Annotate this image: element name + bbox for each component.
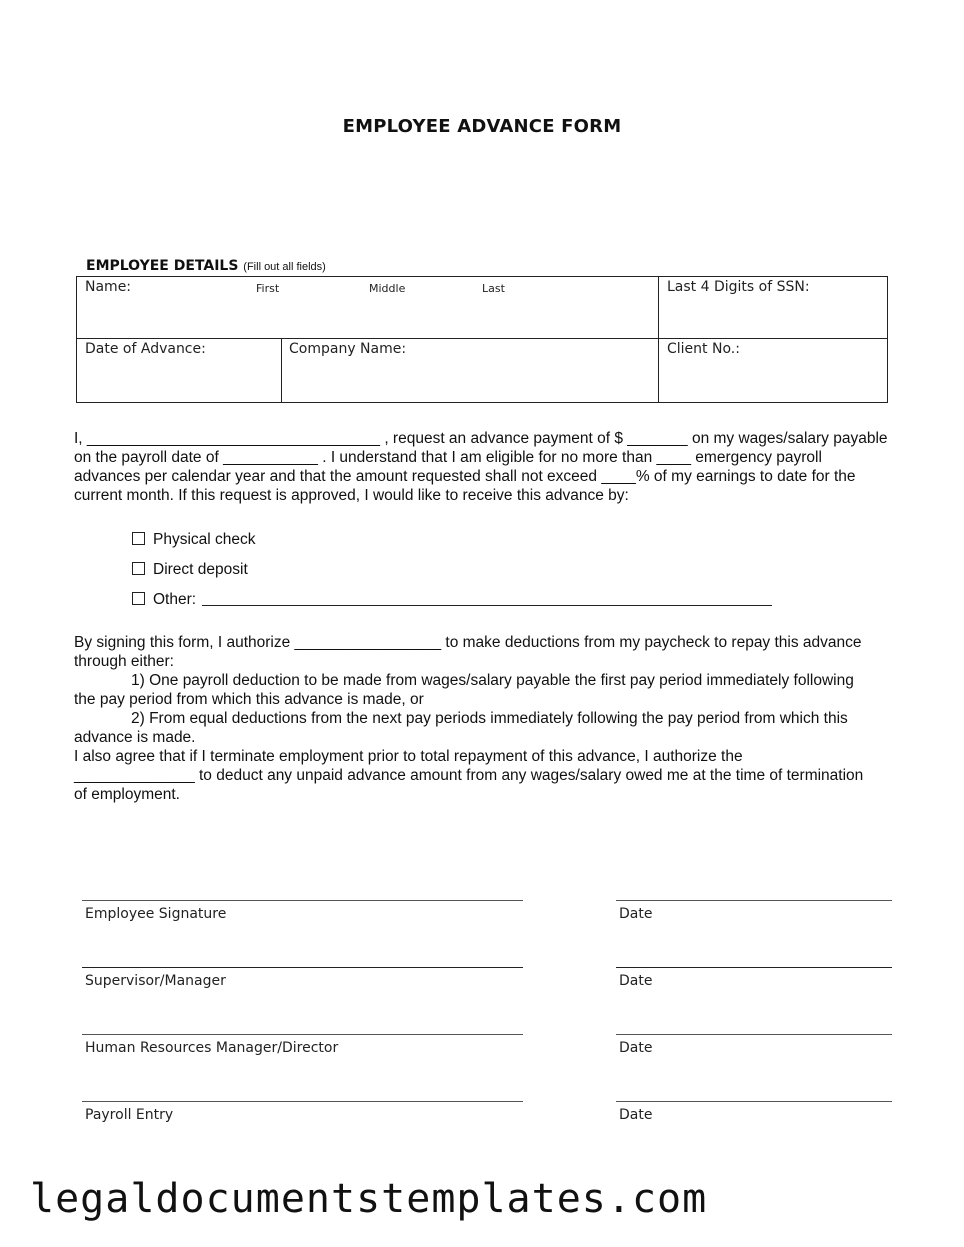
form-title: EMPLOYEE ADVANCE FORM — [342, 116, 622, 137]
site-watermark: legaldocumentstemplates.com — [30, 1176, 708, 1222]
authorization-paragraph — [74, 633, 894, 804]
hr-signature-line[interactable] — [82, 1034, 523, 1035]
hr-date-line[interactable] — [616, 1034, 892, 1035]
last-name-label: Last — [482, 282, 505, 295]
direct-deposit-label: Direct deposit — [153, 561, 248, 578]
auth-line-3: 1) One payroll deduction to be made from wages/salary payable the first pay period immediately following — [131, 672, 854, 689]
employee-signature-label: Employee Signature — [85, 906, 227, 922]
hr-signature-label: Human Resources Manager/Director — [85, 1040, 339, 1056]
col-divider-ssn — [658, 277, 659, 402]
request-line-3: advances per calendar year and that the amount requested shall not exceed ____% of my earnings to date for the — [74, 468, 856, 485]
checkbox-icon[interactable] — [132, 532, 145, 545]
auth-line-5: 2) From equal deductions from the next pay periods immediately following the pay period from which this — [131, 710, 848, 727]
supervisor-signature-label: Supervisor/Manager — [85, 973, 226, 989]
auth-line-8: ______________ to deduct any unpaid advance amount from any wages/salary owed me at the time of termination — [74, 767, 864, 784]
employee-details-title: EMPLOYEE DETAILS — [86, 258, 239, 274]
supervisor-signature-line[interactable] — [82, 967, 523, 968]
first-name-label: First — [256, 282, 280, 295]
option-physical-check[interactable] — [132, 531, 256, 549]
employee-date-label: Date — [619, 906, 653, 922]
auth-line-6: advance is made. — [74, 729, 196, 746]
company-name-label: Company Name: — [289, 341, 407, 357]
option-other[interactable] — [132, 591, 772, 609]
request-line-1: I, __________________________________ , request an advance payment of $ _______ on my wages/salary payable — [74, 430, 888, 447]
physical-check-label: Physical check — [153, 531, 256, 548]
auth-line-4: the pay period from which this advance is made, or — [74, 691, 424, 708]
payroll-signature-line[interactable] — [82, 1101, 523, 1102]
client-no-label: Client No.: — [667, 341, 740, 357]
checkbox-icon[interactable] — [132, 592, 145, 605]
employee-details-note: (Fill out all fields) — [243, 261, 326, 273]
request-paragraph — [74, 429, 894, 505]
hr-date-label: Date — [619, 1040, 653, 1056]
ssn-field-label: Last 4 Digits of SSN: — [667, 279, 810, 295]
other-input-line[interactable] — [202, 605, 772, 606]
checkbox-icon[interactable] — [132, 562, 145, 575]
other-label: Other: — [153, 591, 197, 608]
request-line-4: current month. If this request is approved, I would like to receive this advance by: — [74, 487, 629, 504]
supervisor-date-label: Date — [619, 973, 653, 989]
auth-line-2: through either: — [74, 653, 174, 670]
name-field-label: Name: — [85, 279, 132, 295]
employee-signature-line[interactable] — [82, 900, 523, 901]
payroll-date-line[interactable] — [616, 1101, 892, 1102]
employee-details-table — [76, 276, 888, 403]
date-of-advance-label: Date of Advance: — [85, 341, 206, 357]
payroll-date-label: Date — [619, 1107, 653, 1123]
supervisor-date-line[interactable] — [616, 967, 892, 968]
employee-details-heading — [86, 258, 326, 274]
col-divider-company — [281, 338, 282, 402]
employee-date-line[interactable] — [616, 900, 892, 901]
auth-line-7: I also agree that if I terminate employment prior to total repayment of this advance, I authorize the — [74, 748, 743, 765]
payroll-entry-label: Payroll Entry — [85, 1107, 174, 1123]
request-line-2: on the payroll date of ___________ . I understand that I am eligible for no more than ____ emergency payroll — [74, 449, 822, 466]
middle-name-label: Middle — [369, 282, 406, 295]
auth-line-1: By signing this form, I authorize _________________ to make deductions from my paycheck to repay this advance — [74, 634, 862, 651]
option-direct-deposit[interactable] — [132, 561, 248, 579]
auth-line-9: of employment. — [74, 786, 180, 803]
row-divider — [77, 338, 887, 339]
